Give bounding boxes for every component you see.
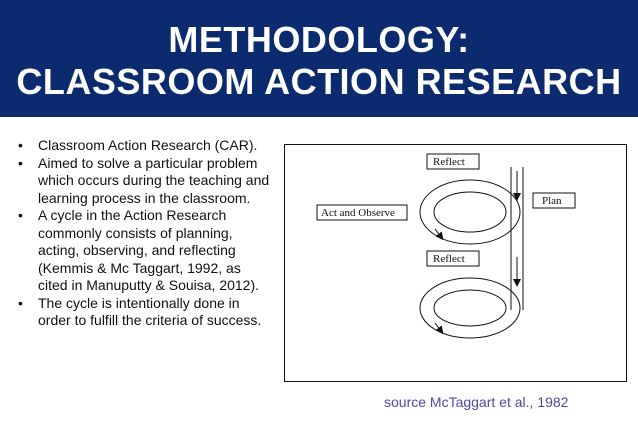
upper-cycle-loop xyxy=(420,180,520,244)
reflect-bottom-label: Reflect xyxy=(433,253,465,265)
title-banner xyxy=(0,0,638,117)
bullet-item: • Aimed to solve a particular problem which occurs during the teaching and learning process in the classroom. xyxy=(12,155,270,208)
reflect-top-label: Reflect xyxy=(433,156,465,168)
source-caption: source McTaggart et al., 1982 xyxy=(384,394,569,410)
bullet-item: • The cycle is intentionally done in order to fulfill the criteria of success. xyxy=(12,295,270,330)
slide-title-line-1: METHODOLOGY: xyxy=(168,19,470,60)
bullet-list xyxy=(12,137,270,330)
bullet-item: • A cycle in the Action Research commonly consists of planning, acting, observing, and reflecting (Kemmis & Mc Taggart, 1992, as cited in Manuputty & Souisa, 2012). xyxy=(12,207,270,295)
bullet-item: • Classroom Action Research (CAR). xyxy=(12,137,270,155)
reflect-top-box xyxy=(427,154,479,169)
lower-cycle-loop xyxy=(420,278,520,338)
spiral-diagram-svg xyxy=(285,145,626,381)
reflect-bottom-box xyxy=(427,251,479,266)
plan-label: Plan xyxy=(542,195,562,207)
action-research-cycle-diagram xyxy=(284,144,627,382)
plan-box xyxy=(533,193,575,208)
act-observe-label: Act and Observe xyxy=(321,207,395,219)
slide-title-line-2: CLASSROOM ACTION RESEARCH xyxy=(16,61,622,102)
act-observe-box xyxy=(317,205,407,220)
